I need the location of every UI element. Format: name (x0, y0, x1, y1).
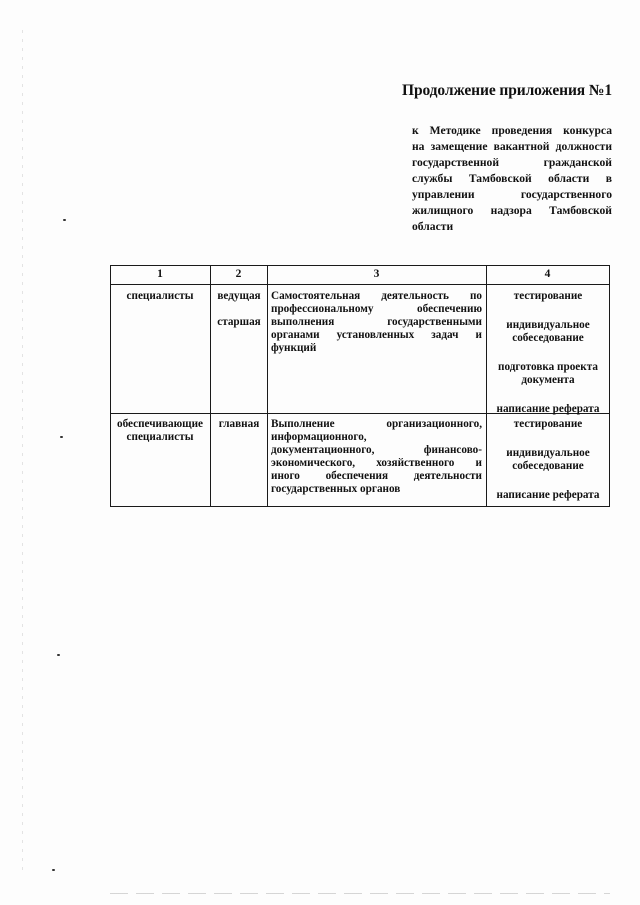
description-line: Выполнение организационного, (271, 418, 482, 430)
scan-speck (57, 654, 60, 656)
reference-line: на замещение вакантной должности (412, 140, 612, 153)
method-item: тестирование (513, 290, 583, 302)
description-line: выполнения государственными (271, 316, 482, 328)
column-header: 4 (544, 268, 551, 280)
reference-line: жилищного надзора Тамбовской (412, 204, 612, 217)
description-line: Самостоятельная деятельность по (271, 290, 482, 302)
appendix-heading: Продолжение приложения №1 (402, 82, 612, 99)
group-label: главная (218, 418, 260, 430)
method-item: индивидуальное (506, 319, 590, 331)
group-label: старшая (217, 316, 261, 328)
description-line: профессиональному обеспечению (271, 303, 482, 315)
description-cell (271, 418, 482, 496)
reference-line: государственной гражданской (412, 156, 612, 169)
method-item: подготовка проекта (498, 361, 598, 373)
methods-cell (487, 290, 609, 416)
description-line: иного обеспечения деятельности (271, 470, 482, 482)
method-item: написание реферата (496, 403, 600, 415)
scan-speck (52, 869, 55, 871)
description-line: экономического, хозяйственного и (271, 457, 482, 469)
category-cell (112, 290, 208, 303)
description-line: функций (271, 342, 317, 354)
methods-cell (487, 418, 609, 502)
reference-line: службы Тамбовской области в (412, 172, 612, 185)
scan-speck (60, 436, 63, 438)
description-line: информационного, (271, 431, 367, 443)
table-border (110, 265, 610, 266)
method-item: написание реферата (496, 489, 600, 501)
method-item: документа (521, 374, 575, 386)
description-cell (271, 290, 482, 355)
method-item: индивидуальное (506, 447, 590, 459)
appendix-reference (412, 123, 612, 235)
qualification-table (110, 265, 610, 507)
scan-speck (63, 219, 66, 221)
group-cell (211, 418, 267, 431)
description-line: документационного, финансово- (271, 444, 482, 456)
method-item: тестирование (513, 418, 583, 430)
reference-line: к Методике проведения конкурса (412, 124, 612, 137)
reference-line: управлении государственного (412, 188, 612, 201)
group-label: ведущая (217, 290, 261, 302)
column-header: 2 (235, 268, 242, 280)
category-label: специалисты (126, 290, 194, 302)
column-header: 1 (157, 268, 163, 280)
method-item: собеседование (512, 460, 584, 472)
table-border (110, 506, 610, 507)
category-label: обеспечивающие (116, 418, 204, 430)
description-line: органами установленных задач и (271, 329, 482, 341)
column-header: 3 (373, 268, 380, 280)
reference-line: области (412, 220, 454, 233)
method-item: собеседование (512, 332, 584, 344)
group-cell (211, 290, 267, 329)
category-cell (112, 418, 208, 444)
category-label: специалисты (126, 431, 194, 443)
description-line: государственных органов (271, 483, 401, 495)
scan-bottom-artifact (110, 893, 610, 894)
scan-edge-artifact (22, 30, 23, 870)
table-border (267, 265, 268, 507)
table-border (110, 284, 610, 285)
